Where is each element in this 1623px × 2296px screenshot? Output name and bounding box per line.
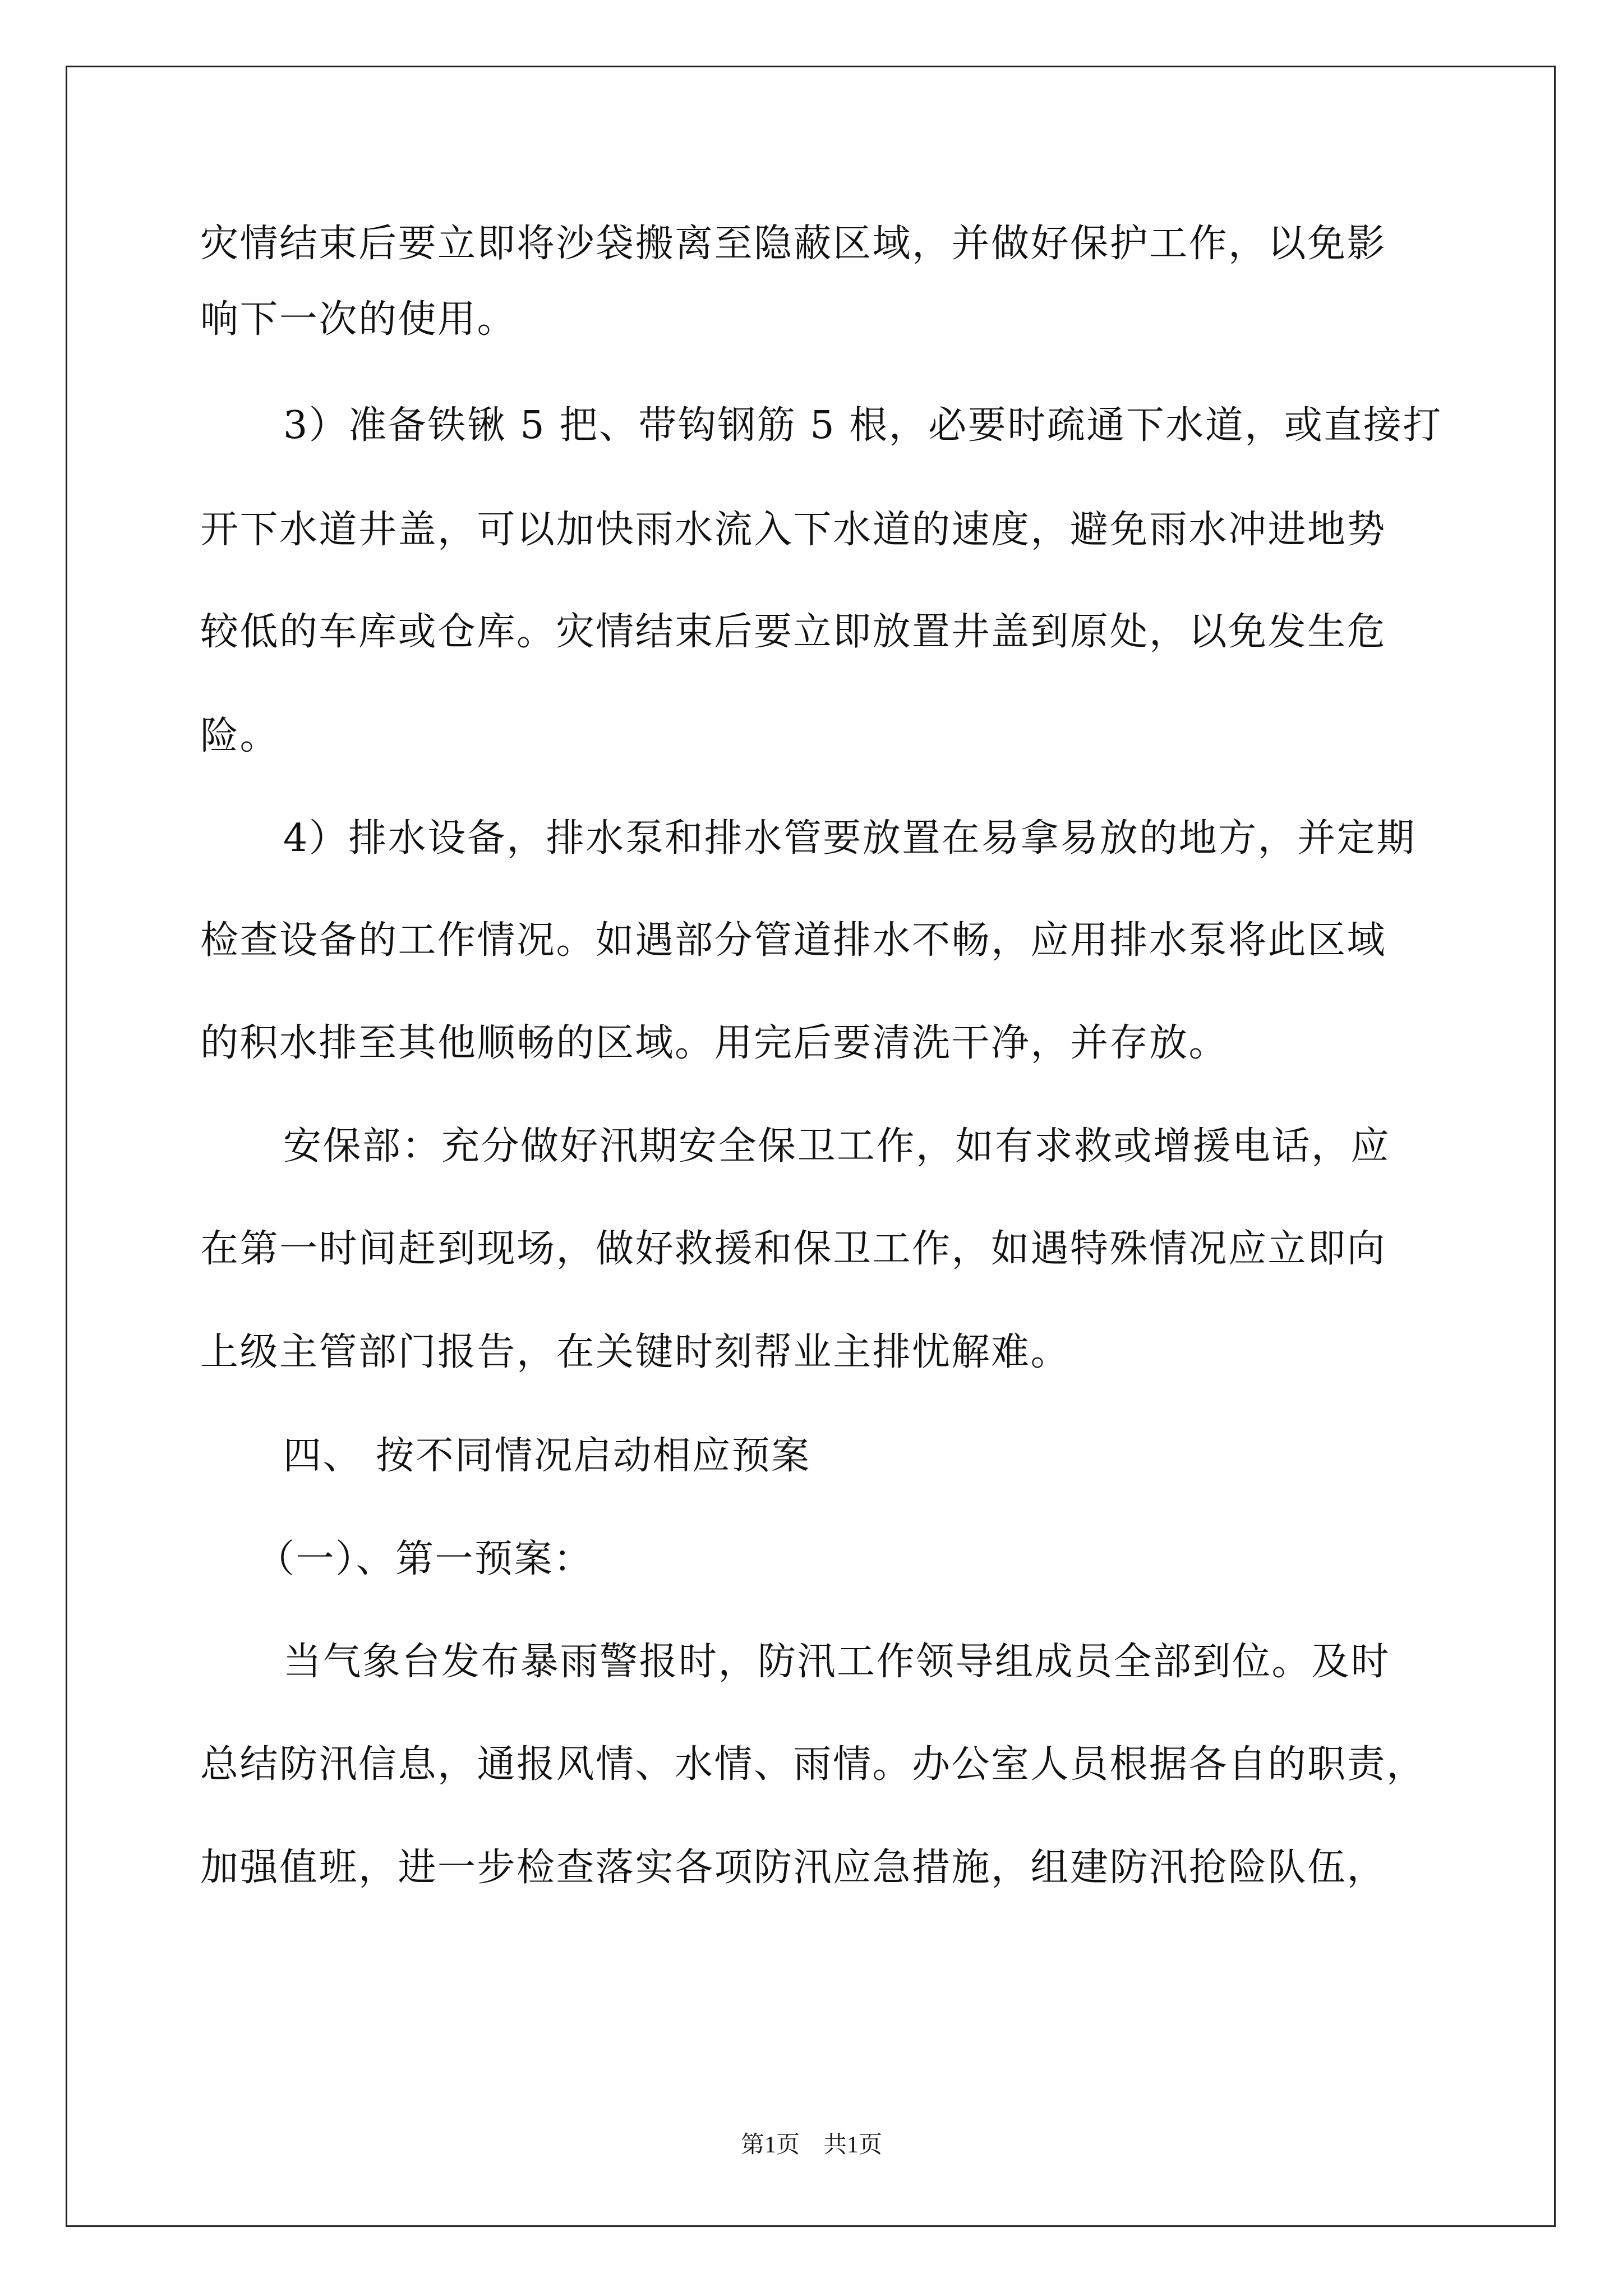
text-line: 3）准备铁锹 5 把、带钩钢筋 5 根，必要时疏通下水道，或直接打 — [283, 403, 1442, 448]
text-line: 开下水道井盖，可以加快雨水流入下水道的速度，避免雨水冲进地势 — [200, 508, 1387, 552]
text-line: 上级主管部门报告，在关键时刻帮业主排忧解难。 — [200, 1330, 1071, 1374]
section-heading: 四、 按不同情况启动相应预案 — [283, 1434, 811, 1478]
text-line: 的积水排至其他顺畅的区域。用完后要清洗干净，并存放。 — [200, 1021, 1229, 1065]
text-line: 较低的车库或仓库。灾情结束后要立即放置井盖到原处，以免发生危 — [200, 610, 1387, 654]
text-line: 当气象台发布暴雨警报时，防汛工作领导组成员全部到位。及时 — [283, 1640, 1391, 1684]
text-line: 响下一次的使用。 — [200, 297, 517, 342]
text-line: 灾情结束后要立即将沙袋搬离至隐蔽区域，并做好保护工作，以免影 — [200, 222, 1387, 266]
text-line: 在第一时间赶到现场，做好救援和保卫工作，如遇特殊情况应立即向 — [200, 1227, 1387, 1271]
subsection-heading: （一）、第一预案： — [256, 1537, 593, 1581]
text-line: 检查设备的工作情况。如遇部分管道排水不畅，应用排水泵将此区域 — [200, 918, 1387, 963]
text-line: 总结防汛信息，通报风情、水情、雨情。办公室人员根据各自的职责， — [200, 1742, 1426, 1787]
text-line: 4）排水设备，排水泵和排水管要放置在易拿易放的地方，并定期 — [283, 816, 1416, 861]
page-number-footer: 第1页 共1页 — [740, 2132, 882, 2158]
text-line: 险。 — [200, 714, 280, 758]
text-line: 安保部：充分做好汛期安全保卫工作，如有求救或增援电话，应 — [283, 1124, 1391, 1168]
text-line: 加强值班，进一步检查落实各项防汛应急措施，组建防汛抢险队伍， — [200, 1846, 1387, 1890]
